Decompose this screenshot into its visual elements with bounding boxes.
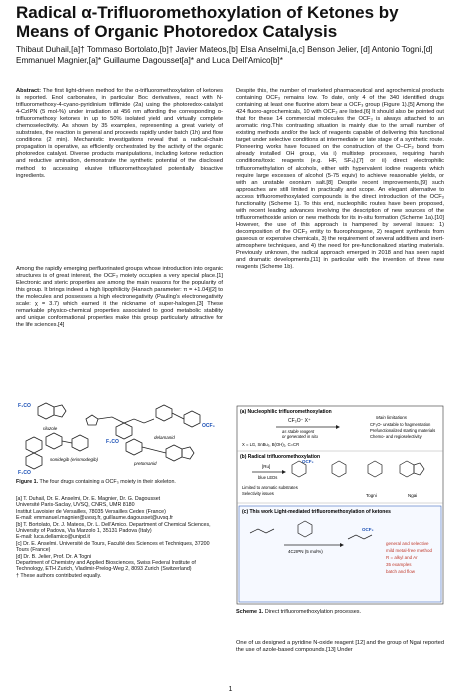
scheme-c-title: (c) This work Light-mediated trifluoromethoxylation of ketones	[242, 509, 391, 515]
drug-label-sonidegib: sonidegib (erismodegib)	[50, 457, 99, 462]
scheme-c-bullet-5: batch and flow	[386, 569, 416, 574]
scheme-a-note1: as stable reagent	[282, 429, 315, 434]
author-list: Thibaut Duhail,[a]† Tommaso Bortolato,[b]† Javier Mateos,[b] Elsa Anselmi,[a,c] Benson Jelier, [d] Antonio Togni,[d] Emmanuel Magnier,[a]* Guillaume Dagousset[a]* and Luca Dell'Amico[b]*	[16, 45, 433, 65]
scheme-a-title: (a) Nucleophilic trifluoromethoxylation	[240, 409, 332, 415]
riluzole-group: F₃CO	[18, 403, 31, 409]
figure-1-structures	[16, 397, 223, 475]
delamanid-group: OCF₃	[202, 423, 215, 429]
scheme-b-bullet-1: Limited to aromatic substrates	[242, 485, 298, 490]
abstract	[16, 88, 223, 180]
drug-label-riluzole: riluzole	[43, 426, 58, 431]
scheme-b-title: (b) Radical trifluoromethoxylation	[240, 454, 321, 460]
abstract-label: Abstract:	[16, 88, 41, 94]
intro-paragraph: Among the rapidly emerging perfluorinated groups whose introduction into organic structures is of great interest, the OCF₃ moiety occupies a very special place.[1] Electronic and steric properties are among the main reasons for the popularity of this group. It brings indeed a high lipophilicity (Hansch parameter: π = +1.04)[2] to the molecules and possesses a high electronegativity (Pauling's electronegativity scale: χ = 3.7) which earned it the nickname of super-halogen.[3] These remarkable physico-chemical properties associated to good metabolic stability and unique conformational properties make this group particularly attractive for the life sciences.[4]	[16, 266, 223, 329]
right-column-text: Despite this, the number of marketed pharmaceutical and agrochemical products containing OCF₃ remains low. To date, only 4 of the 340 identified drugs containing at least one fluorine atom bear a OCF₃ group (Figure 1).[5] Among the 424 fluoro-agrochemicals, 10 with OCF₃ are listed.[6] It should also be pointed out that for these 14 commercial molecules the OCF₃ is always attached to an aromatic ring.This contrasting situation is mainly due to the small number of existing methods and/or the lack of reagents capable of delivering this functional target under selective conditions at intermediate or late stage of a synthetic route. Pioneering works have focused on the construction of the O–CF₃ bond from already installed OH group, via i) multistep processes, requiring harsh conditions/toxic reagents (e.g. HF, SF₄),[7] or ii) direct electrophilic trifluoromethylation of alcohols, either with hypervalent iodine reagents which require large excesses of alcohol (5-75 equiv) to achieve reasonable yields, or with an unstable oxonium salt.[8] Despite recent improvements,[9] such approaches are still limited in practically and scope. An elegant alternative to access trifluoromethoxylated compounds is the direct introduction of the OCF₃ functionality (Scheme 1). To this end, nucleophilic routes have been proposed, with recent leading advances involving the description of new sources of the trifluoromethoxide anion or new methods for its in-situ formation (Scheme 1a).[10] However, the use of this approach is hampered by several issues: 1) decomposition of the OCF₃ entity to fluorophosgene, 2) reagent synthesis from gaseous or expensive chemicals, 3) the requirement of several additives and inert-atmosphere techniques, and 4) the need for pre-functionalized starting materials. Previously unknown, the radical approach emerged in 2018 and has seen rapid and dramatic developments,[11] in particular with the invention of three new reagents (Scheme 1b).	[236, 88, 444, 271]
scheme-a-reagent: CF₃O⁻ X⁺	[288, 418, 311, 424]
figure-1-caption-text: The four drugs containing a OCF₃ moiety in their skeleton.	[38, 479, 176, 485]
scheme-b-cond1: [Ru]	[262, 464, 271, 469]
scheme-c-bullet-2: mild metal-free method	[386, 548, 433, 553]
scheme-b-bullet-2: Selectivity issues	[242, 491, 274, 496]
drug-label-delamanid: delamanid	[154, 435, 175, 440]
scheme-b-cond2: blue LEDs	[258, 475, 278, 480]
scheme-b-name-togni: Togni	[366, 493, 377, 498]
scheme-c-bullet-3: R = alkyl and Ar	[386, 555, 418, 560]
scheme-1-caption	[236, 609, 444, 616]
scheme-b-ocf3: OCF₃	[302, 459, 314, 464]
scheme-b-name-ngai: Ngai	[408, 493, 418, 498]
scheme-c-bullet-1: general and selective	[386, 541, 429, 546]
paper-title: Radical α-Trifluoromethoxylation of Ketones by Means of Organic Photoredox Catalysis	[16, 3, 399, 41]
scheme-c-ocf3: OCF₃	[362, 527, 374, 532]
figure-1-caption	[16, 479, 223, 486]
scheme-a-limit-3: Chemo- and regioselectivity	[370, 434, 422, 439]
scheme-1-caption-label: Scheme 1.	[236, 609, 264, 615]
scheme-a-note2: or generated in situ	[282, 434, 318, 439]
scheme-a-limit-2: Prefunctionalized starting materials	[370, 428, 436, 433]
sonidegib-group: F₃CO	[18, 470, 31, 475]
scheme-1-caption-text: Direct trifluoromethoxylation processes.	[263, 609, 362, 615]
right-column-bottom-text: One of us designed a pyridine N-oxide reagent [12] and the group of Ngai reported the use of azole-based compounds.[13] Under	[236, 640, 444, 654]
scheme-a-limit-1: CF₃O- unstable to fragmentation	[370, 422, 431, 427]
scheme-a-conditions: X = LG, SnBu₃, B(OH)₂, C=CR	[242, 442, 300, 447]
pretomanid-group: F₃CO	[106, 439, 119, 445]
scheme-1	[236, 405, 444, 605]
scheme-c-bullet-4: 35 examples	[386, 562, 412, 567]
scheme-c-catalyst: 4CzIPN (5 mol%)	[288, 549, 323, 554]
drug-label-pretomanid: pretomanid	[134, 461, 157, 466]
abstract-text: The first light-driven method for the α-trifluoromethoxylation of ketones is reported. Enol carbonates, in particular Boc derivatives, react with N-trifluoromethoxy-4-cyano-pyridinium triflimide (2a) using the photoredox-catalyst 4-CzIPN (5 mol-%) under irradiation at 456 nm affording the corresponding α-trifluoromethoxy ketones in up to 50% isolated yield and virtually complete chemoselectivity. As shown by 35 examples, representing a great variety of substrates, the reaction is general and proceeds rapidly under batch (1h) and flow conditions (2 min). Mechanistic investigations reveal that a radical-chain propagation is operative, as efficiently orchestrated by the activity of the organic photoredox catalyst. Diverse products manipulations, including ketone reduction and reductive amination, demonstrate the synthetic potential of the disclosed method to accessing elusive trifluoromethoxylated potentially bioactive ingredients.	[16, 88, 223, 179]
affiliations: [a] T. Duhail, Dr. E. Anselmi, Dr. E. Magnier, Dr. G. Dagousset Université Paris-Saclay, UVSQ, CNRS, UMR 8180 Institut Lavoisier de Versailles, 78035 Versailles Cedex (France) E-mail: emmanuel.magnier@uvsq.fr, guillaume.dagousset@uvsq.fr [b] T. Bortolato, Dr. J. Mateos, Dr. L. Dell'Amico. Department of Chemical Sciences, University of Padova, Via Marzolo 1, 35131 Padova (Italy) E-mail: luca.dellamico@unipd.it [c] Dr. E. Anselmi. Université de Tours, Faculté des Sciences et Techniques, 37200 Tours (France) [d] Dr. B. Jelier, Prof. Dr. A Togni Department of Chemistry and Applied Biosciences, Swiss Federal Institute of Technology, ETH Zurich, Vladimir-Prelog-Weg 2, 8093 Zurich (Switzerland) † These authors contributed equally.	[16, 496, 211, 579]
page-number: 1	[228, 686, 233, 693]
figure-1-caption-label: Figure 1.	[16, 479, 39, 485]
scheme-a-limits-title: Main limitations	[376, 415, 408, 420]
